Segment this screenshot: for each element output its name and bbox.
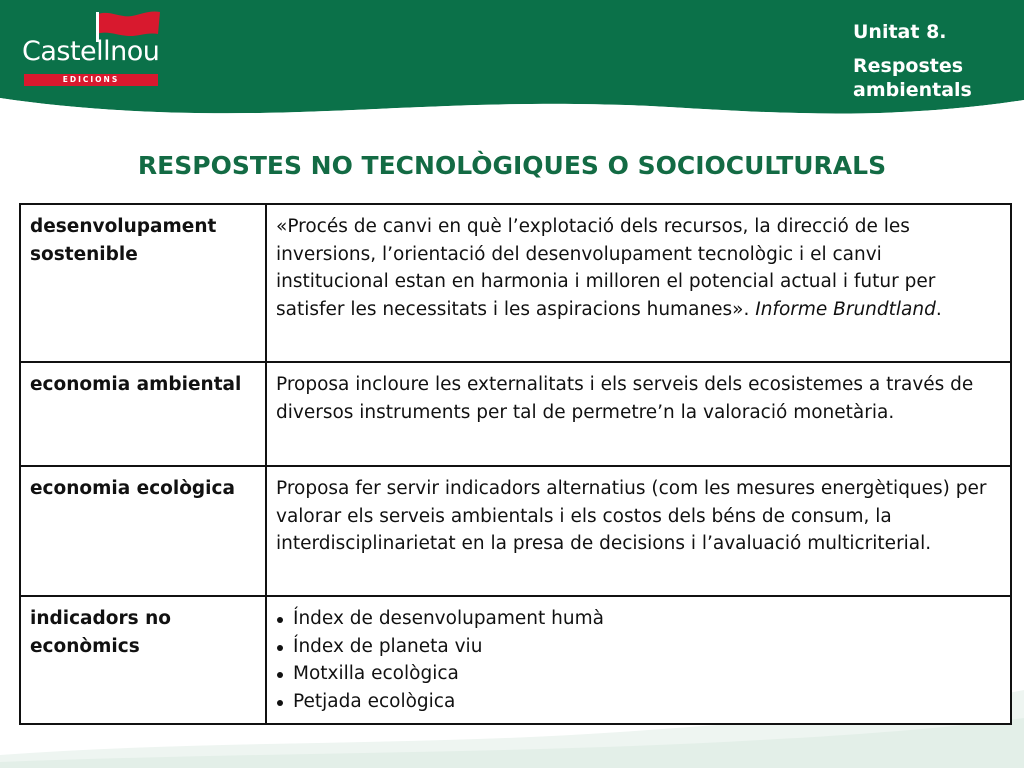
- definition-cell: Proposa incloure les externalitats i els serveis dels ecosistemes a través de diversos instruments per tal de permetre’n la valoració monetària.: [266, 362, 1011, 466]
- source-citation: Informe Brundtland: [755, 298, 936, 320]
- citation-end: .: [935, 298, 942, 320]
- unit-title: Respostes ambientals: [853, 55, 972, 101]
- page-title: RESPOSTES NO TECNOLÒGIQUES O SOCIOCULTURALS: [137, 151, 887, 180]
- definitions-table: [19, 203, 1012, 725]
- unit-label: Unitat 8.: [853, 21, 947, 43]
- list-item: Petjada ecològica: [276, 688, 1000, 716]
- definition-text: «Procés de canvi en què l’explotació dels recursos, la direcció de les inversions, l’orientació del desenvolupament tecnològic i el canvi institucional estan en harmonia i milloren el potencial actual i futur per satisfer les necessitats i les aspiracions humanes».: [276, 216, 936, 320]
- definition-cell: [266, 596, 1011, 724]
- term-cell: economia ecològica: [20, 466, 266, 596]
- table-row: [20, 362, 1011, 466]
- term-cell: economia ambiental: [20, 362, 266, 466]
- list-item: Motxilla ecològica: [276, 660, 1000, 688]
- table-row: [20, 204, 1011, 362]
- logo-subtitle: EDICIONS: [24, 74, 158, 86]
- list-item: Índex de planeta viu: [276, 633, 1000, 661]
- indicator-list: [276, 605, 1000, 715]
- table-row: [20, 596, 1011, 724]
- unit-heading: [853, 20, 1018, 102]
- logo-wordmark: Castellnou: [22, 36, 160, 67]
- table-row: [20, 466, 1011, 596]
- list-item: Índex de desenvolupament humà: [276, 605, 1000, 633]
- definition-cell: [266, 204, 1011, 362]
- term-cell: indicadors no econòmics: [20, 596, 266, 724]
- term-cell: desenvolupament sostenible: [20, 204, 266, 362]
- castellnou-logo: [20, 10, 160, 84]
- definition-cell: Proposa fer servir indicadors alternatius (com les mesures energètiques) per valorar els serveis ambientals i els costos dels béns de consum, la interdisciplinarietat en la presa de decisions i l’avaluació multicriterial.: [266, 466, 1011, 596]
